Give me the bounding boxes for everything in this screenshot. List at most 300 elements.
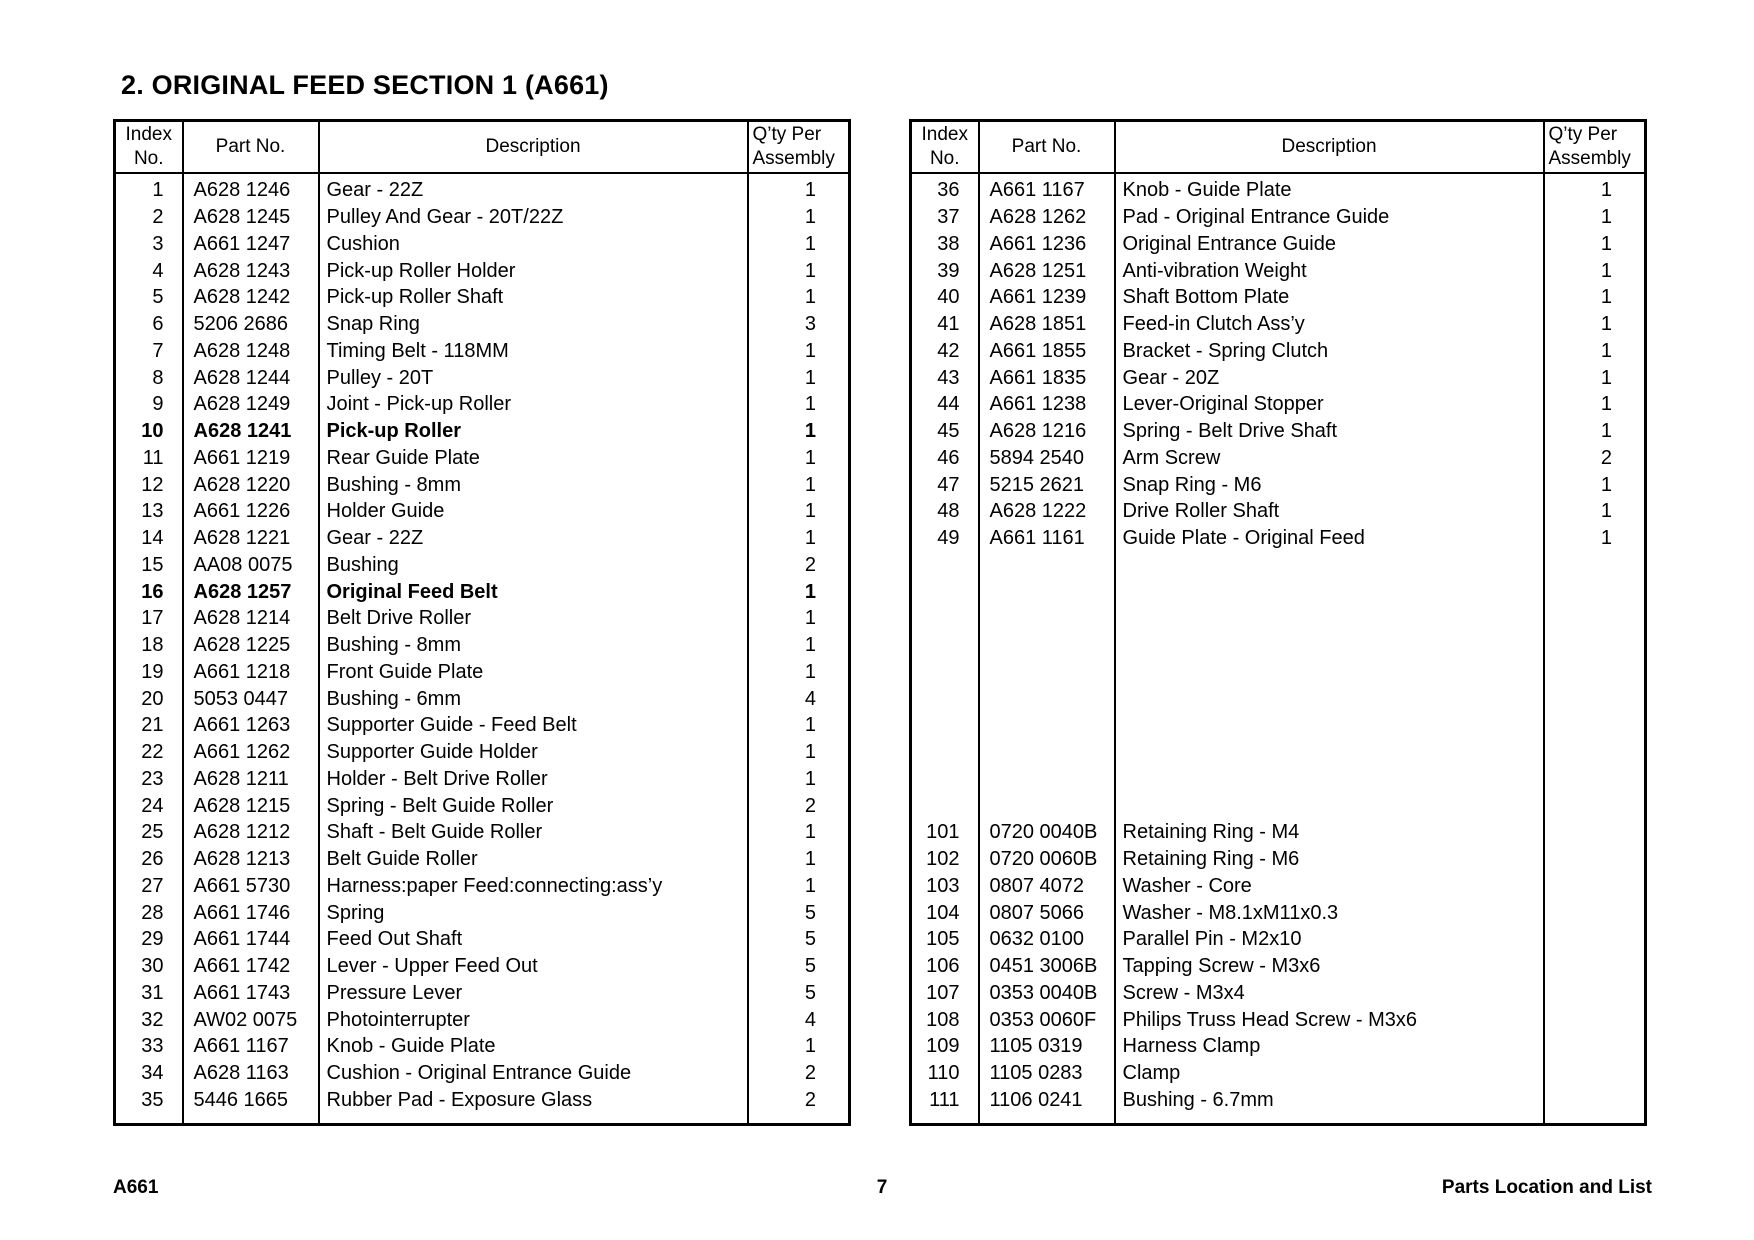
index-cell: 35	[115, 1087, 183, 1125]
description-cell: Drive Roller Shaft	[1115, 498, 1544, 525]
index-cell: 49	[911, 525, 979, 552]
index-cell: 9	[115, 391, 183, 418]
table-row	[911, 873, 1646, 900]
description-cell: Retaining Ring - M4	[1115, 819, 1544, 846]
part-no-cell	[979, 632, 1115, 659]
qty-cell: 1	[804, 527, 816, 550]
header-index-no: Index No.	[115, 121, 183, 174]
header-part-no: Part No.	[183, 121, 319, 174]
index-cell: 33	[115, 1033, 183, 1060]
qty-cell: 2	[804, 1088, 816, 1111]
qty-cell	[1544, 578, 1646, 605]
part-no-cell: 0353 0060F	[979, 1006, 1115, 1033]
description-cell: Bracket - Spring Clutch	[1115, 338, 1544, 365]
qty-cell: 1	[1600, 527, 1612, 550]
table-row	[115, 552, 850, 579]
table-row	[911, 899, 1646, 926]
part-no-cell: A661 1262	[183, 739, 319, 766]
qty-cell: 1	[804, 660, 816, 683]
table-row	[115, 1060, 850, 1087]
part-no-cell: A661 1167	[183, 1033, 319, 1060]
qty-cell: 1	[1600, 366, 1612, 389]
qty-cell: 2	[804, 1062, 816, 1085]
description-cell: Bushing - 6.7mm	[1115, 1087, 1544, 1125]
part-no-cell: A628 1244	[183, 364, 319, 391]
description-cell: Tapping Screw - M3x6	[1115, 953, 1544, 980]
table-row	[115, 1006, 850, 1033]
index-cell: 26	[115, 846, 183, 873]
index-cell: 31	[115, 980, 183, 1007]
description-cell: Pulley And Gear - 20T/22Z	[319, 204, 748, 231]
qty-cell: 1	[804, 634, 816, 657]
table-row	[911, 659, 1646, 686]
qty-cell	[1544, 899, 1646, 926]
part-no-cell	[979, 739, 1115, 766]
index-cell: 23	[115, 766, 183, 793]
part-no-cell: A628 1851	[979, 311, 1115, 338]
qty-cell: 1	[804, 393, 816, 416]
table-row	[115, 338, 850, 365]
description-cell: Feed-in Clutch Ass’y	[1115, 311, 1544, 338]
part-no-cell: 5894 2540	[979, 445, 1115, 472]
description-cell: Rubber Pad - Exposure Glass	[319, 1087, 748, 1125]
index-cell: 109	[911, 1033, 979, 1060]
description-cell: Shaft - Belt Guide Roller	[319, 819, 748, 846]
part-no-cell: AW02 0075	[183, 1006, 319, 1033]
part-no-cell: 0807 5066	[979, 899, 1115, 926]
part-no-cell: A628 1248	[183, 338, 319, 365]
index-cell	[911, 739, 979, 766]
description-cell: Spring	[319, 899, 748, 926]
table-row	[911, 578, 1646, 605]
description-cell: Pick-up Roller Holder	[319, 257, 748, 284]
index-cell: 38	[911, 231, 979, 258]
description-cell: Holder Guide	[319, 498, 748, 525]
part-no-cell: A661 1247	[183, 231, 319, 258]
table-row	[911, 739, 1646, 766]
part-no-cell: 0807 4072	[979, 873, 1115, 900]
index-cell: 14	[115, 525, 183, 552]
table-row	[911, 231, 1646, 258]
description-cell: Belt Drive Roller	[319, 605, 748, 632]
qty-cell	[1544, 739, 1646, 766]
index-cell	[911, 712, 979, 739]
description-cell: Rear Guide Plate	[319, 445, 748, 472]
description-cell: Bushing	[319, 552, 748, 579]
part-no-cell: A628 1246	[183, 173, 319, 204]
table-row	[911, 1006, 1646, 1033]
description-cell: Bushing - 8mm	[319, 632, 748, 659]
index-cell: 111	[911, 1087, 979, 1125]
index-cell: 16	[115, 578, 183, 605]
table-row	[911, 605, 1646, 632]
qty-cell: 1	[804, 473, 816, 496]
part-no-cell: A628 1225	[183, 632, 319, 659]
qty-cell: 1	[804, 366, 816, 389]
qty-cell	[1544, 953, 1646, 980]
description-cell: Pick-up Roller	[319, 418, 748, 445]
part-no-cell: 0353 0040B	[979, 980, 1115, 1007]
part-no-cell: A661 5730	[183, 873, 319, 900]
index-cell	[911, 605, 979, 632]
part-no-cell	[979, 766, 1115, 793]
part-no-cell: A661 1239	[979, 284, 1115, 311]
table-row	[115, 418, 850, 445]
header-qty-per-assembly: Q’ty Per Assembly	[748, 121, 850, 174]
index-cell	[911, 552, 979, 579]
table-row	[115, 926, 850, 953]
table-row	[911, 391, 1646, 418]
parts-table-left	[113, 119, 851, 1126]
qty-cell: 1	[1600, 259, 1612, 282]
qty-cell: 2	[1600, 446, 1612, 469]
qty-cell: 2	[804, 794, 816, 817]
description-cell: Original Entrance Guide	[1115, 231, 1544, 258]
part-no-cell	[979, 659, 1115, 686]
index-cell	[911, 659, 979, 686]
description-cell: Clamp	[1115, 1060, 1544, 1087]
description-cell: Feed Out Shaft	[319, 926, 748, 953]
footer-model: A661	[113, 1177, 159, 1198]
footer-section-title: Parts Location and List	[1441, 1177, 1652, 1198]
index-cell: 10	[115, 418, 183, 445]
qty-cell	[1544, 1087, 1646, 1125]
description-cell	[1115, 578, 1544, 605]
table-row	[911, 926, 1646, 953]
qty-cell: 1	[1600, 420, 1612, 443]
qty-cell: 1	[804, 286, 816, 309]
table-row	[911, 338, 1646, 365]
table-row	[911, 980, 1646, 1007]
description-cell: Pressure Lever	[319, 980, 748, 1007]
qty-cell: 1	[1600, 286, 1612, 309]
qty-cell: 2	[804, 553, 816, 576]
parts-table-right	[909, 119, 1647, 1126]
table-row	[115, 284, 850, 311]
table-row	[911, 1033, 1646, 1060]
index-cell: 7	[115, 338, 183, 365]
qty-cell	[1544, 1060, 1646, 1087]
part-no-cell: A628 1222	[979, 498, 1115, 525]
description-cell: Supporter Guide - Feed Belt	[319, 712, 748, 739]
index-cell	[911, 685, 979, 712]
table-row	[911, 471, 1646, 498]
table-row	[911, 418, 1646, 445]
qty-cell: 1	[804, 714, 816, 737]
table-row	[115, 1033, 850, 1060]
part-no-cell: 0451 3006B	[979, 953, 1115, 980]
description-cell	[1115, 766, 1544, 793]
table-row	[911, 712, 1646, 739]
qty-cell: 1	[1600, 232, 1612, 255]
index-cell: 15	[115, 552, 183, 579]
qty-cell: 1	[804, 339, 816, 362]
part-no-cell: A661 1218	[183, 659, 319, 686]
part-no-cell: A628 1215	[183, 792, 319, 819]
qty-cell: 1	[804, 232, 816, 255]
index-cell: 4	[115, 257, 183, 284]
part-no-cell: A661 1167	[979, 173, 1115, 204]
table-row	[115, 311, 850, 338]
qty-cell: 4	[804, 1008, 816, 1031]
part-no-cell: A628 1163	[183, 1060, 319, 1087]
part-no-cell	[979, 685, 1115, 712]
index-cell: 102	[911, 846, 979, 873]
table-row	[911, 498, 1646, 525]
description-cell: Screw - M3x4	[1115, 980, 1544, 1007]
qty-cell: 5	[804, 981, 816, 1004]
table-row	[911, 953, 1646, 980]
description-cell	[1115, 792, 1544, 819]
description-cell: Anti-vibration Weight	[1115, 257, 1544, 284]
part-no-cell: A628 1241	[183, 418, 319, 445]
table-row	[115, 578, 850, 605]
index-cell: 41	[911, 311, 979, 338]
description-cell	[1115, 605, 1544, 632]
qty-cell	[1544, 685, 1646, 712]
qty-cell: 1	[804, 420, 816, 443]
index-cell: 18	[115, 632, 183, 659]
table-row	[911, 819, 1646, 846]
qty-cell: 1	[804, 206, 816, 229]
description-cell: Harness Clamp	[1115, 1033, 1544, 1060]
table-row	[115, 391, 850, 418]
qty-cell: 1	[804, 179, 816, 202]
index-cell: 105	[911, 926, 979, 953]
qty-cell	[1544, 980, 1646, 1007]
qty-cell: 1	[1600, 339, 1612, 362]
part-no-cell: A628 1212	[183, 819, 319, 846]
description-cell: Belt Guide Roller	[319, 846, 748, 873]
description-cell: Cushion - Original Entrance Guide	[319, 1060, 748, 1087]
qty-cell: 1	[1600, 393, 1612, 416]
description-cell: Snap Ring - M6	[1115, 471, 1544, 498]
table-row	[115, 846, 850, 873]
qty-cell	[1544, 873, 1646, 900]
qty-cell: 1	[1600, 500, 1612, 523]
description-cell: Bushing - 8mm	[319, 471, 748, 498]
table-row	[911, 846, 1646, 873]
table-row	[115, 685, 850, 712]
qty-cell: 1	[804, 821, 816, 844]
description-cell	[1115, 632, 1544, 659]
part-no-cell	[979, 712, 1115, 739]
description-cell	[1115, 685, 1544, 712]
part-no-cell: A628 1249	[183, 391, 319, 418]
description-cell: Lever - Upper Feed Out	[319, 953, 748, 980]
table-row	[911, 552, 1646, 579]
part-no-cell	[979, 792, 1115, 819]
qty-cell: 5	[804, 955, 816, 978]
part-no-cell: 5215 2621	[979, 471, 1115, 498]
index-cell: 45	[911, 418, 979, 445]
index-cell: 20	[115, 685, 183, 712]
index-cell: 19	[115, 659, 183, 686]
description-cell: Washer - Core	[1115, 873, 1544, 900]
index-cell: 104	[911, 899, 979, 926]
part-no-cell: A628 1243	[183, 257, 319, 284]
index-cell: 24	[115, 792, 183, 819]
description-cell: Supporter Guide Holder	[319, 739, 748, 766]
index-cell: 6	[115, 311, 183, 338]
qty-cell: 1	[1600, 473, 1612, 496]
qty-cell: 1	[1600, 179, 1612, 202]
qty-cell: 5	[804, 928, 816, 951]
part-no-cell: A628 1221	[183, 525, 319, 552]
qty-cell	[1544, 712, 1646, 739]
table-row	[115, 471, 850, 498]
table-row	[115, 525, 850, 552]
index-cell: 30	[115, 953, 183, 980]
index-cell: 5	[115, 284, 183, 311]
table-row	[115, 792, 850, 819]
description-cell: Original Feed Belt	[319, 578, 748, 605]
table-row	[115, 819, 850, 846]
index-cell: 37	[911, 204, 979, 231]
index-cell: 107	[911, 980, 979, 1007]
qty-cell: 1	[804, 500, 816, 523]
table-row	[115, 980, 850, 1007]
table-row	[911, 1060, 1646, 1087]
description-cell: Holder - Belt Drive Roller	[319, 766, 748, 793]
part-no-cell: A661 1743	[183, 980, 319, 1007]
part-no-cell: A661 1219	[183, 445, 319, 472]
index-cell: 32	[115, 1006, 183, 1033]
index-cell: 47	[911, 471, 979, 498]
description-cell: Timing Belt - 118MM	[319, 338, 748, 365]
part-no-cell	[979, 578, 1115, 605]
description-cell: Gear - 22Z	[319, 173, 748, 204]
qty-cell: 1	[804, 607, 816, 630]
description-cell	[1115, 739, 1544, 766]
table-row	[911, 284, 1646, 311]
table-row	[911, 525, 1646, 552]
qty-cell	[1544, 926, 1646, 953]
table-row	[115, 173, 850, 204]
description-cell: Joint - Pick-up Roller	[319, 391, 748, 418]
part-no-cell: A628 1211	[183, 766, 319, 793]
description-cell: Arm Screw	[1115, 445, 1544, 472]
table-header-row	[115, 121, 850, 174]
qty-cell: 5	[804, 901, 816, 924]
table-row	[115, 445, 850, 472]
description-cell: Lever-Original Stopper	[1115, 391, 1544, 418]
index-cell: 29	[115, 926, 183, 953]
part-no-cell: A628 1262	[979, 204, 1115, 231]
qty-cell: 1	[804, 741, 816, 764]
description-cell: Pulley - 20T	[319, 364, 748, 391]
part-no-cell: 1105 0319	[979, 1033, 1115, 1060]
description-cell: Snap Ring	[319, 311, 748, 338]
index-cell: 42	[911, 338, 979, 365]
part-no-cell: A628 1245	[183, 204, 319, 231]
qty-cell: 4	[804, 687, 816, 710]
part-no-cell: A661 1835	[979, 364, 1115, 391]
part-no-cell: A661 1226	[183, 498, 319, 525]
table-row	[911, 364, 1646, 391]
part-no-cell: A628 1213	[183, 846, 319, 873]
description-cell	[1115, 552, 1544, 579]
part-no-cell: A628 1257	[183, 578, 319, 605]
index-cell: 46	[911, 445, 979, 472]
table-row	[115, 899, 850, 926]
part-no-cell: A661 1744	[183, 926, 319, 953]
index-cell: 11	[115, 445, 183, 472]
description-cell: Gear - 20Z	[1115, 364, 1544, 391]
index-cell	[911, 792, 979, 819]
index-cell: 103	[911, 873, 979, 900]
index-cell	[911, 632, 979, 659]
part-no-cell: 1106 0241	[979, 1087, 1115, 1125]
description-cell: Pad - Original Entrance Guide	[1115, 204, 1544, 231]
index-cell: 101	[911, 819, 979, 846]
index-cell: 13	[115, 498, 183, 525]
table-row	[911, 445, 1646, 472]
description-cell: Spring - Belt Guide Roller	[319, 792, 748, 819]
description-cell: Shaft Bottom Plate	[1115, 284, 1544, 311]
index-cell: 12	[115, 471, 183, 498]
description-cell	[1115, 659, 1544, 686]
part-no-cell: 0720 0060B	[979, 846, 1115, 873]
table-row	[115, 873, 850, 900]
part-no-cell: A661 1236	[979, 231, 1115, 258]
index-cell: 36	[911, 173, 979, 204]
table-row	[911, 766, 1646, 793]
part-no-cell: A661 1263	[183, 712, 319, 739]
qty-cell	[1544, 766, 1646, 793]
qty-cell	[1544, 819, 1646, 846]
index-cell: 48	[911, 498, 979, 525]
qty-cell: 1	[804, 848, 816, 871]
qty-cell	[1544, 632, 1646, 659]
description-cell: Spring - Belt Drive Shaft	[1115, 418, 1544, 445]
part-no-cell: 0720 0040B	[979, 819, 1115, 846]
qty-cell: 1	[804, 767, 816, 790]
part-no-cell: A628 1251	[979, 257, 1115, 284]
qty-cell: 1	[1600, 313, 1612, 336]
description-cell: Parallel Pin - M2x10	[1115, 926, 1544, 953]
index-cell: 8	[115, 364, 183, 391]
part-no-cell: 1105 0283	[979, 1060, 1115, 1087]
index-cell	[911, 766, 979, 793]
qty-cell	[1544, 846, 1646, 873]
part-no-cell: 5206 2686	[183, 311, 319, 338]
index-cell: 21	[115, 712, 183, 739]
table-row	[115, 257, 850, 284]
table-row	[911, 685, 1646, 712]
part-no-cell: A661 1238	[979, 391, 1115, 418]
qty-cell	[1544, 552, 1646, 579]
index-cell: 43	[911, 364, 979, 391]
index-cell: 39	[911, 257, 979, 284]
description-cell: Front Guide Plate	[319, 659, 748, 686]
qty-cell: 3	[804, 313, 816, 336]
qty-cell: 1	[804, 1035, 816, 1058]
table-row	[115, 364, 850, 391]
qty-cell: 1	[804, 446, 816, 469]
description-cell: Photointerrupter	[319, 1006, 748, 1033]
qty-cell: 1	[804, 259, 816, 282]
table-row	[911, 173, 1646, 204]
qty-cell	[1544, 1033, 1646, 1060]
description-cell: Guide Plate - Original Feed	[1115, 525, 1544, 552]
table-row	[115, 632, 850, 659]
index-cell: 44	[911, 391, 979, 418]
part-no-cell: A628 1216	[979, 418, 1115, 445]
page-title: 2. ORIGINAL FEED SECTION 1 (A661)	[121, 70, 609, 100]
description-cell: Cushion	[319, 231, 748, 258]
index-cell: 28	[115, 899, 183, 926]
